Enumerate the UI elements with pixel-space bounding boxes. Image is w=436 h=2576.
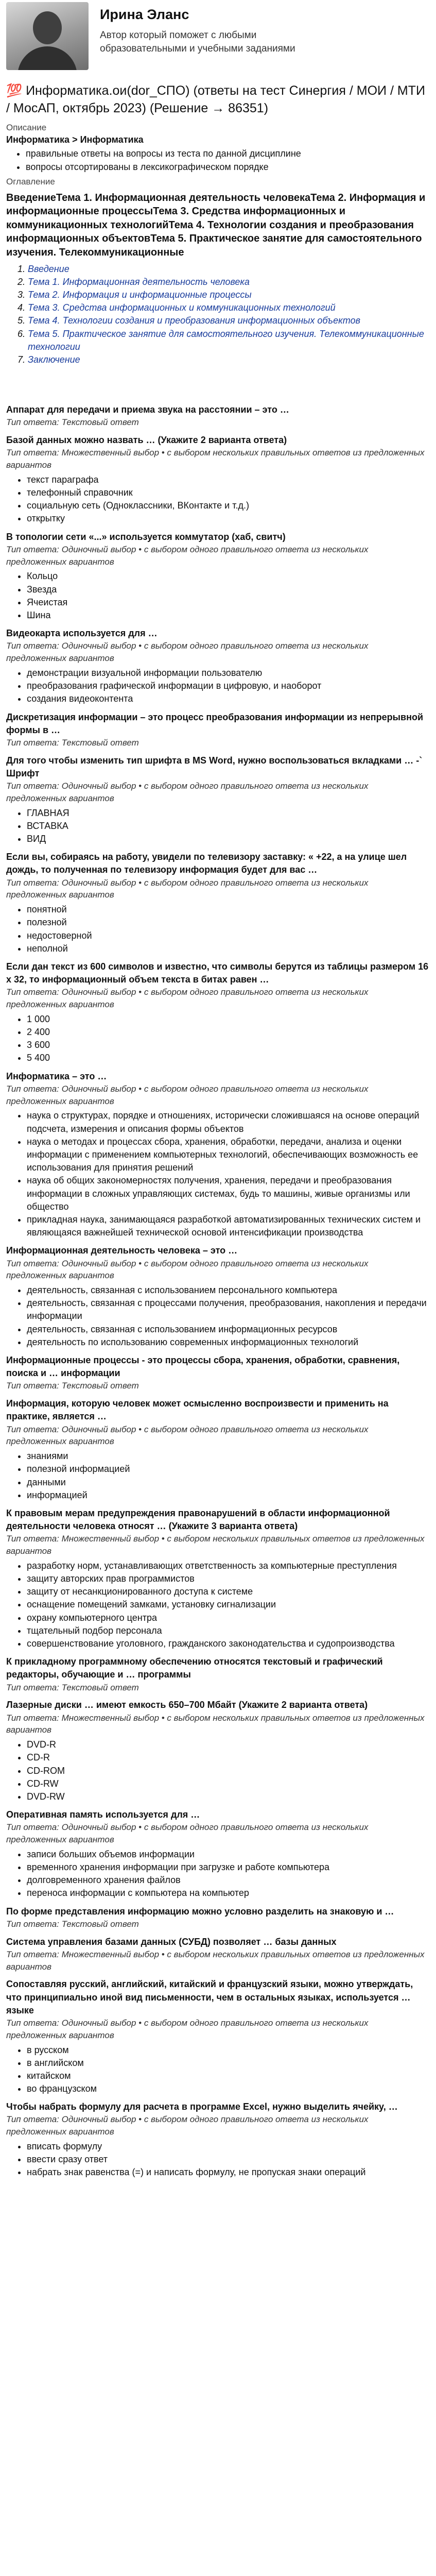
toc-item <box>28 289 430 301</box>
question-block <box>6 403 430 429</box>
questions-list <box>6 403 430 2179</box>
question-title: Аппарат для передачи и приема звука на расстоянии – это … <box>6 404 289 415</box>
question-type: Тип ответа: Одиночный выбор • с выбором одного правильного ответа из нескольких предложенных вариантов <box>6 544 369 567</box>
toc-item <box>28 263 430 276</box>
contents-label: Оглавление <box>6 176 55 187</box>
answer-options <box>6 903 430 955</box>
answer-option: • DVD-RW <box>27 1790 430 1803</box>
question-title: Если вы, собираясь на работу, увидели по телевизору заставку: « +22, а на улице шел дождь, то полученная по телевизору информация будет для вас … <box>6 852 407 875</box>
question-title: Информационная деятельность человека – это … <box>6 1245 238 1256</box>
answer-option: • деятельность по использованию современных информационных технологий <box>27 1336 430 1349</box>
answer-option: • совершенствование уголовного, гражданского законодательства и судопроизводства <box>27 1637 430 1650</box>
toc-link[interactable]: Тема 1. Информационная деятельность человека <box>28 276 250 287</box>
question-title: По форме представления информацию можно условно разделить на знаковую и … <box>6 1906 394 1917</box>
answer-options <box>6 1013 430 1065</box>
question-type: Тип ответа: Множественный выбор • с выбором нескольких правильных ответов из предложенных вариантов <box>6 448 425 470</box>
answer-options <box>6 2140 430 2179</box>
answer-option: • Звезда <box>27 583 430 596</box>
answer-option: • текст параграфа <box>27 473 430 486</box>
answer-options <box>6 1738 430 1803</box>
question-block <box>6 1244 430 1349</box>
table-of-contents <box>6 263 430 367</box>
question-title: К прикладному программному обеспечению относятся текстовый и графический редакторы, обучающие и … программы <box>6 1656 383 1680</box>
answer-option: • 1 000 <box>27 1013 430 1026</box>
description-list <box>6 147 430 173</box>
answer-option: • деятельность, связанная с использованием информационных ресурсов <box>27 1323 430 1336</box>
answer-option: • создания видеоконтента <box>27 692 430 705</box>
answer-option: • CD-ROM <box>27 1765 430 1777</box>
answer-option: • наука об общих закономерностях получения, хранения, передачи и преобразования информации в сложных управляющих системах, будь то машины, живые организмы или общество <box>27 1174 430 1213</box>
answer-option: • Шина <box>27 609 430 622</box>
toc-link[interactable]: Тема 5. Практическое занятие для самостоятельного изучения. Телекоммуникационные технологии <box>28 328 424 352</box>
answer-option: • ГЛАВНАЯ <box>27 807 430 820</box>
question-type: Тип ответа: Одиночный выбор • с выбором одного правильного ответа из нескольких предложенных вариантов <box>6 2018 369 2040</box>
question-title: Базой данных можно назвать … (Укажите 2 варианта ответа) <box>6 435 287 446</box>
question-title: Информация, которую человек может осмысленно воспроизвести и применить на практике, является … <box>6 1398 389 1422</box>
question-block <box>6 1699 430 1803</box>
answer-option: • ВИД <box>27 833 430 845</box>
answer-option: • Кольцо <box>27 570 430 583</box>
question-type: Тип ответа: Одиночный выбор • с выбором одного правильного ответа из нескольких предложенных вариантов <box>6 1424 369 1447</box>
question-type: Тип ответа: Текстовый ответ <box>6 417 139 428</box>
answer-option: • информацией <box>27 1489 430 1502</box>
toc-link[interactable]: Заключение <box>28 354 80 365</box>
answer-option: • Ячеистая <box>27 596 430 609</box>
question-block <box>6 1936 430 1973</box>
answer-option: • прикладная наука, занимающаяся разработкой автоматизированных технических систем и являющаяся важнейшей технической основой интенсификации производства <box>27 1213 430 1239</box>
question-block <box>6 1808 430 1900</box>
question-title: Информационные процессы - это процессы сбора, хранения, обработки, сравнения, поиска и … информации <box>6 1355 400 1379</box>
answer-option: • защиту от несанкционированного доступа к системе <box>27 1585 430 1598</box>
answer-option: • наука о методах и процессах сбора, хранения, обработки, передачи, анализа и оценки информации с применением компьютерных технологий, обеспечивающих возможность ее использования для принятия решений <box>27 1136 430 1175</box>
question-block <box>6 1905 430 1930</box>
answer-option: • CD-RW <box>27 1777 430 1790</box>
question-title: Система управления базами данных (СУБД) позволяет … базы данных <box>6 1936 337 1947</box>
question-type: Тип ответа: Одиночный выбор • с выбором одного правильного ответа из нескольких предложенных вариантов <box>6 641 369 664</box>
question-block <box>6 2100 430 2179</box>
answer-options <box>6 1560 430 1650</box>
question-block <box>6 754 430 846</box>
answer-options <box>6 2044 430 2096</box>
question-title: Сопоставляя русский, английский, китайский и французский языки, можно утверждать, что принципиально иной вид письменности, чем в остальных языках, используется … языке <box>6 1979 413 2015</box>
question-type: Тип ответа: Текстовый ответ <box>6 1919 139 1929</box>
question-title: Оперативная память используется для … <box>6 1809 200 1820</box>
answer-option: • деятельность, связанная с процессами получения, преобразования, накопления и передачи информации <box>27 1297 430 1323</box>
question-block <box>6 960 430 1065</box>
answer-option: • набрать знак равенства (=) и написать формулу, не пропуская знаки операций <box>27 2166 430 2179</box>
answer-option: • разработку норм, устанавливающих ответственность за компьютерные преступления <box>27 1560 430 1572</box>
question-title: Для того чтобы изменить тип шрифта в MS Word, нужно воспользоваться вкладками … -` Шрифт <box>6 755 423 778</box>
answer-option: • во французском <box>27 2082 430 2095</box>
question-title: Чтобы набрать формулу для расчета в программе Excel, нужно выделить ячейку, … <box>6 2102 398 2112</box>
author-avatar[interactable] <box>6 2 89 70</box>
author-info <box>100 2 342 56</box>
question-type: Тип ответа: Одиночный выбор • с выбором одного правильного ответа из нескольких предложенных вариантов <box>6 987 369 1010</box>
breadcrumb: Информатика > Информатика <box>6 134 144 145</box>
question-title: Видеокарта используется для … <box>6 628 158 639</box>
answer-option: • долговременного хранения файлов <box>27 1874 430 1887</box>
question-type: Тип ответа: Одиночный выбор • с выбором одного правильного ответа из нескольких предложенных вариантов <box>6 1083 369 1106</box>
answer-option: • 5 400 <box>27 1052 430 1064</box>
answer-option: • открытку <box>27 512 430 525</box>
question-type: Тип ответа: Одиночный выбор • с выбором одного правильного ответа из нескольких предложенных вариантов <box>6 1822 369 1845</box>
question-block <box>6 1397 430 1502</box>
answer-option: • записи больших объемов информации <box>27 1848 430 1861</box>
question-block <box>6 711 430 749</box>
toc-item <box>28 314 430 327</box>
question-type: Тип ответа: Множественный выбор • с выбором нескольких правильных ответов из предложенных вариантов <box>6 1713 425 1735</box>
answer-option: • тщательный подбор персонала <box>27 1624 430 1637</box>
answer-options <box>6 1848 430 1900</box>
answer-option: • ВСТАВКА <box>27 820 430 833</box>
question-block <box>6 1978 430 2095</box>
toc-link[interactable]: Введение <box>28 263 69 274</box>
question-type: Тип ответа: Одиночный выбор • с выбором одного правильного ответа из нескольких предложенных вариантов <box>6 781 369 803</box>
answer-option: • в русском <box>27 2044 430 2057</box>
answer-options <box>6 1284 430 1349</box>
answer-option: • данными <box>27 1476 430 1489</box>
avatar-head-shape <box>33 11 62 44</box>
answer-option: • DVD-R <box>27 1738 430 1751</box>
description-label: Описание <box>6 122 47 132</box>
question-block <box>6 1655 430 1693</box>
question-block <box>6 531 430 622</box>
question-block <box>6 1354 430 1392</box>
question-title: К правовым мерам предупреждения правонарушений в области информационной деятельности человека относят … (Укажите 3 варианта ответа) <box>6 1507 390 1532</box>
answer-options <box>6 807 430 846</box>
question-title: В топологии сети «...» используется коммутатор (хаб, свитч) <box>6 531 286 542</box>
question-type: Тип ответа: Текстовый ответ <box>6 1682 139 1692</box>
answer-option: • знаниями <box>27 1450 430 1463</box>
answer-option: • защиту авторских прав программистов <box>27 1572 430 1585</box>
question-type: Тип ответа: Множественный выбор • с выбором нескольких правильных ответов из предложенных вариантов <box>6 1949 425 1972</box>
answer-options <box>6 473 430 526</box>
answer-option: • социальную сеть (Одноклассники, ВКонтакте и т.д.) <box>27 499 430 512</box>
description-item: • правильные ответы на вопросы из теста по данной дисциплине <box>26 147 430 160</box>
document-title: 💯 Информатика.ои(dor_СПО) (ответы на тест Синергия / МОИ / МТИ / МосАП, октябрь 2023) (Решение → 86351) <box>6 83 425 115</box>
question-block <box>6 627 430 705</box>
answer-options <box>6 1109 430 1239</box>
answer-option: • оснащение помещений замками, установку сигнализации <box>27 1598 430 1611</box>
description-item: • вопросы отсортированы в лексикографическом порядке <box>26 161 430 174</box>
answer-option: • наука о структурах, порядке и отношениях, исторически сложившаяся на основе операций подсчета, измерения и описания формы объектов <box>27 1109 430 1135</box>
answer-option: • деятельность, связанная с использованием персонального компьютера <box>27 1284 430 1297</box>
answer-option: • преобразования графической информации в цифровую, и наоборот <box>27 680 430 692</box>
answer-option: • полезной информацией <box>27 1463 430 1476</box>
question-type: Тип ответа: Текстовый ответ <box>6 1381 139 1391</box>
answer-options <box>6 667 430 706</box>
toc-item <box>28 353 430 366</box>
question-type: Тип ответа: Текстовый ответ <box>6 737 139 748</box>
answer-option: • недостоверной <box>27 929 430 942</box>
answer-option: • полезной <box>27 916 430 929</box>
answer-option: • 3 600 <box>27 1039 430 1052</box>
question-title: Дискретизация информации – это процесс преобразования информации из непрерывной формы в … <box>6 711 424 735</box>
author-header <box>6 0 430 70</box>
question-title: Если дан текст из 600 символов и известно, что символы берутся из таблицы размером 16 х 32, то информационный объем текста в битах равен … <box>6 961 429 985</box>
answer-option: • китайском <box>27 2070 430 2082</box>
answer-options <box>6 570 430 622</box>
question-block <box>6 1070 430 1240</box>
answer-option: • неполной <box>27 942 430 955</box>
question-type: Тип ответа: Одиночный выбор • с выбором одного правильного ответа из нескольких предложенных вариантов <box>6 877 369 900</box>
question-type: Тип ответа: Одиночный выбор • с выбором одного правильного ответа из нескольких предложенных вариантов <box>6 1258 369 1281</box>
answer-options <box>6 1450 430 1502</box>
question-block <box>6 1507 430 1650</box>
answer-option: • временного хранения информации при загрузке и работе компьютера <box>27 1861 430 1874</box>
answer-option: • в английском <box>27 2057 430 2070</box>
answer-option: • переноса информации с компьютера на компьютер <box>27 1887 430 1900</box>
answer-option: • понятной <box>27 903 430 916</box>
author-name[interactable]: Ирина Эланс <box>100 7 189 22</box>
toc-link[interactable]: Тема 4. Технологии создания и преобразования информационных объектов <box>28 315 360 326</box>
answer-option: • телефонный справочник <box>27 486 430 499</box>
question-title: Информатика – это … <box>6 1071 107 1081</box>
contents-heading: ВведениеТема 1. Информационная деятельность человекаТема 2. Информация и информационные процессыТема 3. Средства информационных и коммуникационных технологийТема 4. Технологии создания и преобразования информационных объектовТема 5. Практическое занятие для самостоятельного изучения. Телекоммуникационные <box>6 192 426 259</box>
answer-option: • вписать формулу <box>27 2140 430 2153</box>
answer-option: • CD-R <box>27 1751 430 1764</box>
avatar-shoulders-shape <box>18 46 77 70</box>
toc-item <box>28 301 430 314</box>
answer-option: • охрану компьютерного центра <box>27 1612 430 1624</box>
answer-option: • ввести сразу ответ <box>27 2153 430 2166</box>
question-block <box>6 434 430 526</box>
toc-link[interactable]: Тема 2. Информация и информационные процессы <box>28 290 252 300</box>
question-type: Тип ответа: Одиночный выбор • с выбором одного правильного ответа из нескольких предложенных вариантов <box>6 2114 369 2137</box>
question-title: Лазерные диски … имеют емкость 650–700 Мбайт (Укажите 2 варианта ответа) <box>6 1700 368 1710</box>
toc-item <box>28 328 430 353</box>
answer-option: • 2 400 <box>27 1026 430 1039</box>
toc-item <box>28 276 430 289</box>
question-block <box>6 851 430 955</box>
author-description: Автор который поможет с любыми образовательными и учебными заданиями <box>100 29 295 55</box>
question-type: Тип ответа: Множественный выбор • с выбором нескольких правильных ответов из предложенных вариантов <box>6 1534 425 1556</box>
toc-link[interactable]: Тема 3. Средства информационных и коммуникационных технологий <box>28 302 336 313</box>
answer-option: • демонстрации визуальной информации пользователю <box>27 667 430 680</box>
